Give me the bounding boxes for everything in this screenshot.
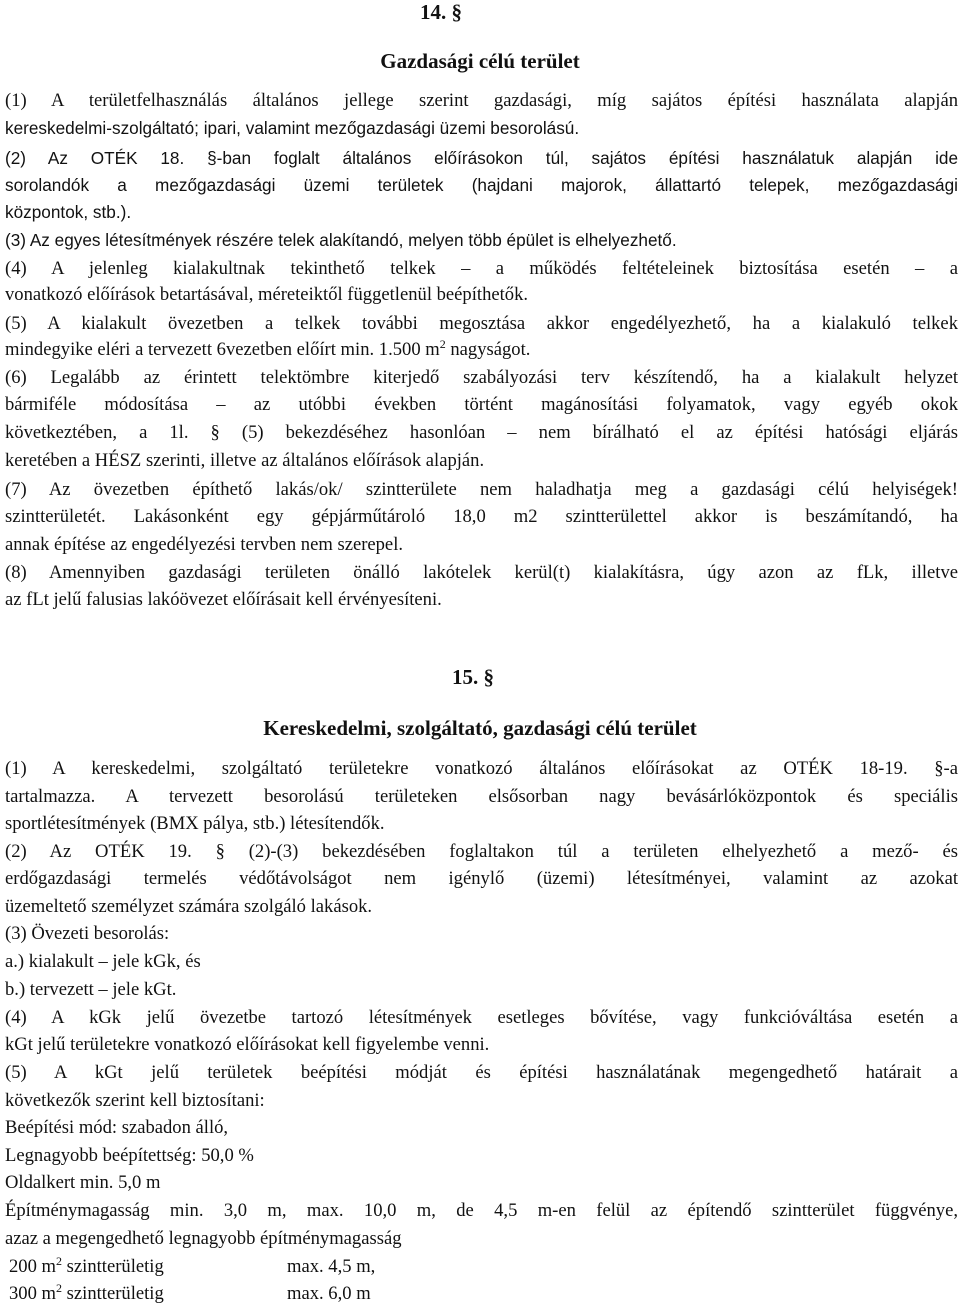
s15-line-13: következők szerint kell biztosítani: <box>5 1090 265 1111</box>
section-14-number: 14. § <box>420 0 462 24</box>
s14-line-11: (6) Legalább az érintett telektömbre kiterjedő szabályozási terv készítendő, ha a kialakult helyzet <box>5 367 958 388</box>
section-14-title: Gazdasági célú terület <box>380 49 580 73</box>
s14-line-18: (8) Amennyiben gazdasági területen önálló lakótelek kerül(t) kialakításra, úgy azon az fLk, illetve <box>5 562 958 583</box>
s15-line-16: Oldalkert min. 5,0 m <box>5 1172 161 1193</box>
s14-line-9: (5) A kialakult övezetben a telkek további megosztása akkor engedélyezhető, ha a kialakuló telkek <box>5 313 958 334</box>
s14-line-16: szintterületét. Lakásonként egy gépjárműtároló 18,0 m2 szintterülettel akkor is beszámítandó, ha <box>5 506 958 527</box>
s14-line-10-tail: nagyságot. <box>445 339 531 360</box>
height-table-area <box>9 1254 287 1280</box>
s14-line-4: sorolandók a mezőgazdasági üzemi területek (hajdani majorok, állattartó telepek, mezőgazdasági <box>5 175 958 195</box>
s14-line-12: bármiféle módosítása – az utóbbi években történt magánosítási folyamatok, vagy egyéb okok <box>5 394 958 415</box>
s14-line-1: (1) A területfelhasználás általános jellege szerint gazdasági, míg sajátos építési használata alapján <box>5 90 958 111</box>
section-15-number: 15. § <box>452 665 494 689</box>
s15-line-3: sportlétesítmények (BMX pálya, stb.) létesítendők. <box>5 813 385 834</box>
height-table-area-tail: szintterületig <box>62 1283 164 1304</box>
s14-line-17: annak építése az engedélyezési tervben nem szerepel. <box>5 534 404 555</box>
height-table-area <box>9 1281 287 1307</box>
s15-line-2: tartalmazza. A tervezett besorolású területeken elsősorban nagy bevásárlóközpontok és speciális <box>5 786 958 807</box>
height-table-area-sup: 2 <box>56 1254 63 1268</box>
s14-line-19: az fLt jelű falusias lakóövezet előírásait kell érvényesíteni. <box>5 589 442 610</box>
s14-line-14: keretében a HÉSZ szerinti, illetve az általános előírások alapján. <box>5 450 485 471</box>
s14-line-8: vonatkozó előírások betartásával, méreteiktől függetlenül beépíthetők. <box>5 284 529 305</box>
s15-line-1: (1) A kereskedelmi, szolgáltató területekre vonatkozó általános előírásokat az OTÉK 18-19. §-a <box>5 758 958 779</box>
height-table-area-sup: 2 <box>56 1281 63 1295</box>
s15-line-9: b.) tervezett – jele kGt. <box>5 979 177 1000</box>
height-table-row <box>9 1254 375 1280</box>
s15-line-10: (4) A kGk jelű övezetbe tartozó létesítmények esetleges bővítése, vagy funkcióváltása esetén a <box>5 1007 958 1028</box>
s14-line-10-text: mindegyike eléri a tervezett 6vezetben előírt min. 1.500 m <box>5 339 440 360</box>
height-table-max: max. 4,5 m, <box>287 1256 376 1277</box>
s14-line-3: (2) Az OTÉK 18. §-ban foglalt általános előírásokon túl, sajátos építési használatuk alapján ide <box>5 148 958 168</box>
s14-line-7: (4) A jelenleg kialakultnak tekinthető telkek – a működés feltételeinek biztosítása esetén – a <box>5 258 958 279</box>
s15-line-6: üzemeltető személyzet számára szolgáló lakások. <box>5 896 373 917</box>
s15-line-17: Építménymagasság min. 3,0 m, max. 10,0 m, de 4,5 m-en felül az építendő szintterület függvénye, <box>5 1200 958 1221</box>
s15-line-18: azaz a megengedhető legnagyobb építménymagasság <box>5 1228 402 1249</box>
s15-line-11: kGt jelű területekre vonatkozó előírásokat kell figyelembe venni. <box>5 1034 490 1055</box>
s14-line-10 <box>5 337 958 363</box>
s14-line-15: (7) Az övezetben építhető lakás/ok/ szintterülete nem haladhatja meg a gazdasági célú helyiségek! <box>5 479 958 500</box>
s15-line-12: (5) A kGt jelű területek beépítési módját és építési használatának megengedhető határait a <box>5 1062 958 1083</box>
height-table-row <box>9 1281 371 1307</box>
s15-line-14: Beépítési mód: szabadon álló, <box>5 1117 229 1138</box>
height-table-area-value: 300 m <box>9 1283 57 1304</box>
s15-line-7: (3) Övezeti besorolás: <box>5 923 170 944</box>
s14-line-6: (3) Az egyes létesítmények részére telek alakítandó, melyen több épület is elhelyezhető. <box>5 230 677 250</box>
section-15-title: Kereskedelmi, szolgáltató, gazdasági célú terület <box>263 716 697 740</box>
s14-line-2: kereskedelmi-szolgáltató; ipari, valamint mezőgazdasági üzemi besorolású. <box>5 118 580 138</box>
s15-line-4: (2) Az OTÉK 19. § (2)-(3) bekezdésében foglaltakon túl a területen elhelyezhető a mező- és <box>5 841 958 862</box>
height-table-area-tail: szintterületig <box>62 1256 164 1277</box>
s14-line-13: következtében, a 1l. § (5) bekezdéséhez hasonlóan – nem bírálható el az építési hatósági eljárás <box>5 422 958 443</box>
s15-line-5: erdőgazdasági termelés védőtávolságot nem igénylő (üzemi) létesítményei, valamint az azokat <box>5 868 958 889</box>
s14-line-10-sup: 2 <box>439 337 446 351</box>
s15-line-15: Legnagyobb beépítettség: 50,0 % <box>5 1145 254 1166</box>
height-table-area-value: 200 m <box>9 1256 57 1277</box>
s14-line-5: központok, stb.). <box>5 202 132 222</box>
s15-line-8: a.) kialakult – jele kGk, és <box>5 951 201 972</box>
height-table-max: max. 6,0 m <box>287 1283 371 1304</box>
